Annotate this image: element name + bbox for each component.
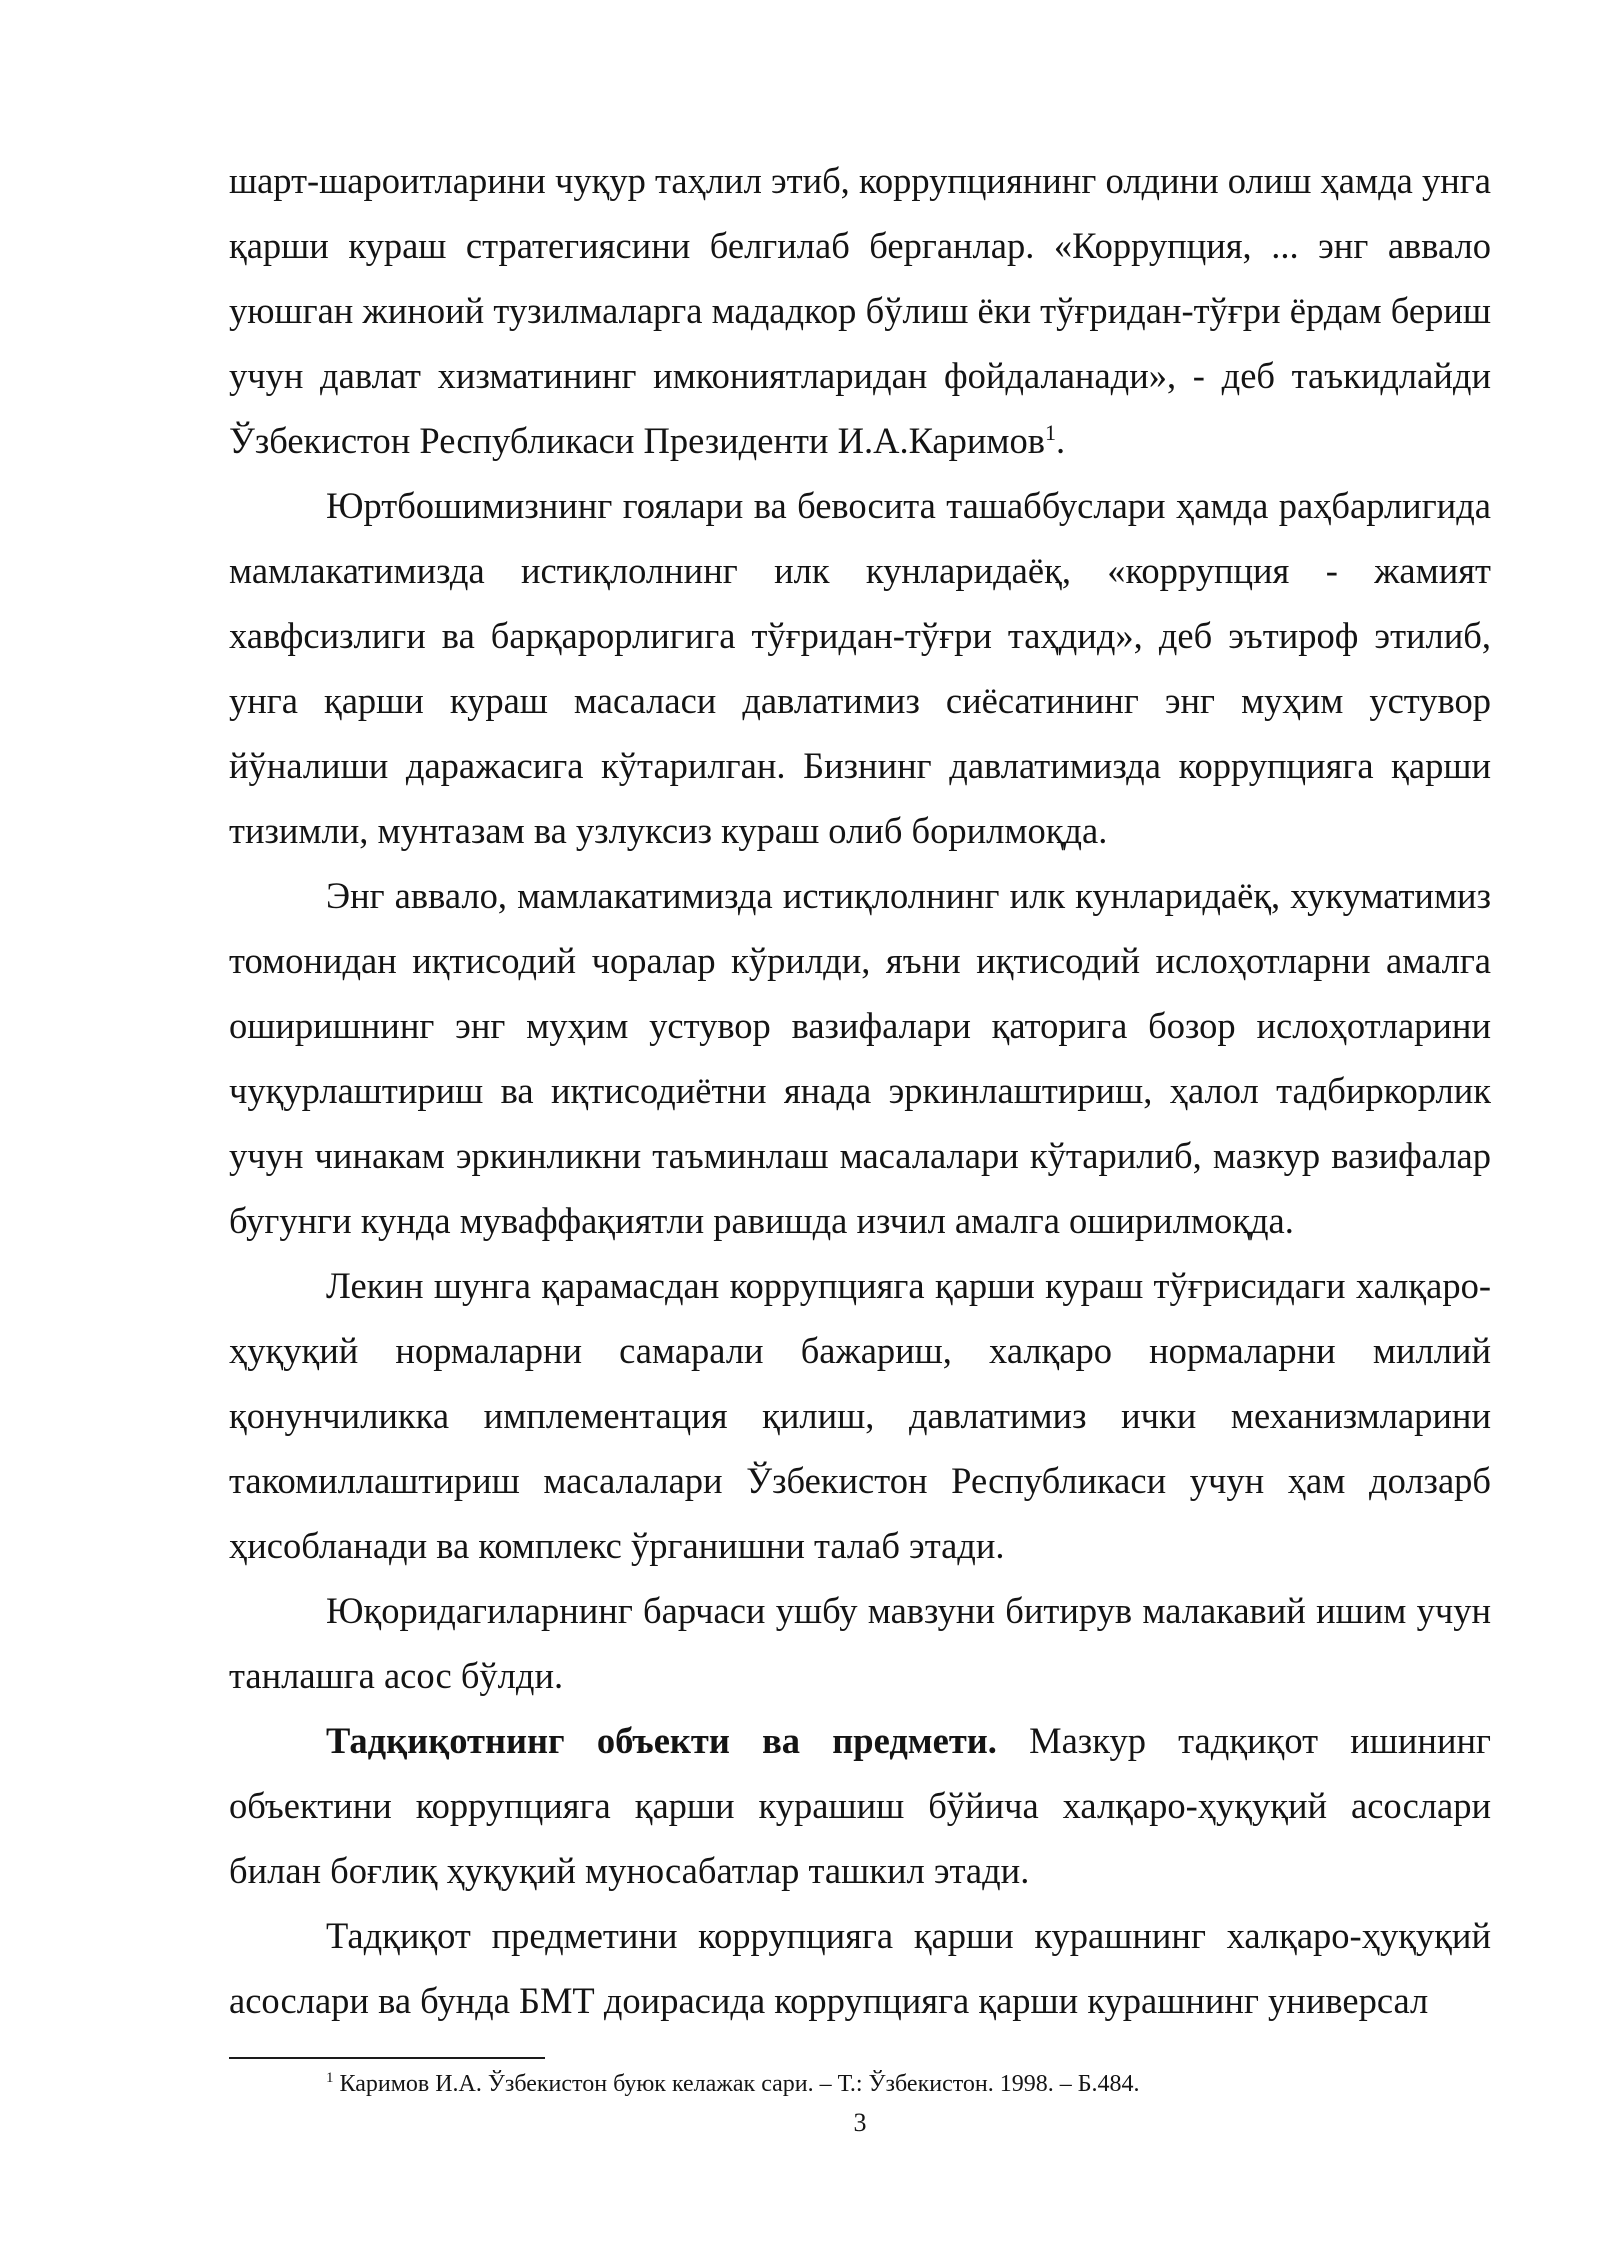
section-heading-inline: Тадқиқотнинг объекти ва предмети.: [326, 1720, 997, 1761]
paragraph-6-text: Мазкур тадқиқот ишининг объектини коррупцияга қарши курашиш бўйича халқаро-ҳуқуқий асослари билан боғлиқ ҳуқуқий муносабатлар ташкил этади.: [229, 1720, 1491, 1891]
paragraph-3: Энг аввало, мамлакатимизда истиқлолнинг илк кунларидаёқ, хукуматимиз томонидан иқтисодий чоралар кўрилди, яъни иқтисодий ислоҳотларни амалга оширишнинг энг муҳим устувор вазифалари қаторига бозор ислоҳотларини чуқурлаштириш ва иқтисодиётни янада эркинлаштириш, ҳалол тадбиркорлик учун чинакам эркинликни таъминлаш масалалари кўтарилиб, мазкур вазифалар бугунги кунда муваффақиятли равишда изчил амалга оширилмоқда.: [229, 875, 1491, 1241]
paragraph-5: Юқоридагиларнинг барчаси ушбу мавзуни битирув малакавий ишим учун танлашга асос бўлди.: [229, 1590, 1491, 1696]
paragraph-6: [229, 1708, 1491, 1903]
paragraph-7: Тадқиқот предметини коррупцияга қарши курашнинг халқаро-ҳуқуқий асослари ва бунда БМТ доирасида коррупцияга қарши курашнинг универсал: [229, 1915, 1491, 2021]
footnote-text: Каримов И.А. Ўзбекистон буюк келажак сари. – Т.: Ўзбекистон. 1998. – Б.484.: [333, 2071, 1140, 2097]
footnote: [326, 2069, 1491, 2099]
paragraph-1-text: шарт-шароитларини чуқур таҳлил этиб, коррупциянинг олдини олиш ҳамда унга қарши кураш стратегиясини белгилаб берганлар. «Коррупция, ... энг аввало уюшган жиноий тузилмаларга мададкор бўлиш ёки тўғридан-тўғри ёрдам бериш учун давлат хизматининг имкониятларидан фойдаланади», - деб таъкидлайди Ўзбекистон Республикаси Президенти И.А.Каримов: [229, 160, 1491, 461]
paragraph-1-tail: .: [1056, 420, 1066, 461]
paragraph-2: Юртбошимизнинг гоялари ва бевосита ташаббуслари ҳамда раҳбарлигида мамлакатимизда истиқлолнинг илк кунларидаёқ, «коррупция - жамият хавфсизлиги ва барқарорлигига тўғридан-тўғри таҳдид», деб эътироф этилиб, унга қарши кураш масаласи давлатимиз сиёсатининг энг муҳим устувор йўналиши даражасига кўтарилган. Бизнинг давлатимизда коррупцияга қарши тизимли, мунтазам ва узлуксиз кураш олиб борилмоқда.: [229, 485, 1491, 851]
paragraph-1: [229, 148, 1491, 473]
footnote-reference: 1: [1045, 419, 1056, 445]
body-text: [229, 148, 1491, 2033]
footnote-separator: [229, 2057, 545, 2059]
footnote-number: 1: [326, 2070, 334, 2086]
paragraph-4: Лекин шунга қарамасдан коррупцияга қарши кураш тўғрисидаги халқаро-ҳуқуқий нормаларни самарали бажариш, халқаро нормаларни миллий қонунчиликка имплементация қилиш, давлатимиз ички механизмларини такомиллаштириш масалалари Ўзбекистон Республикаси учун ҳам долзарб ҳисобланади ва комплекс ўрганишни талаб этади.: [229, 1265, 1491, 1566]
page-number: 3: [853, 2108, 867, 2137]
